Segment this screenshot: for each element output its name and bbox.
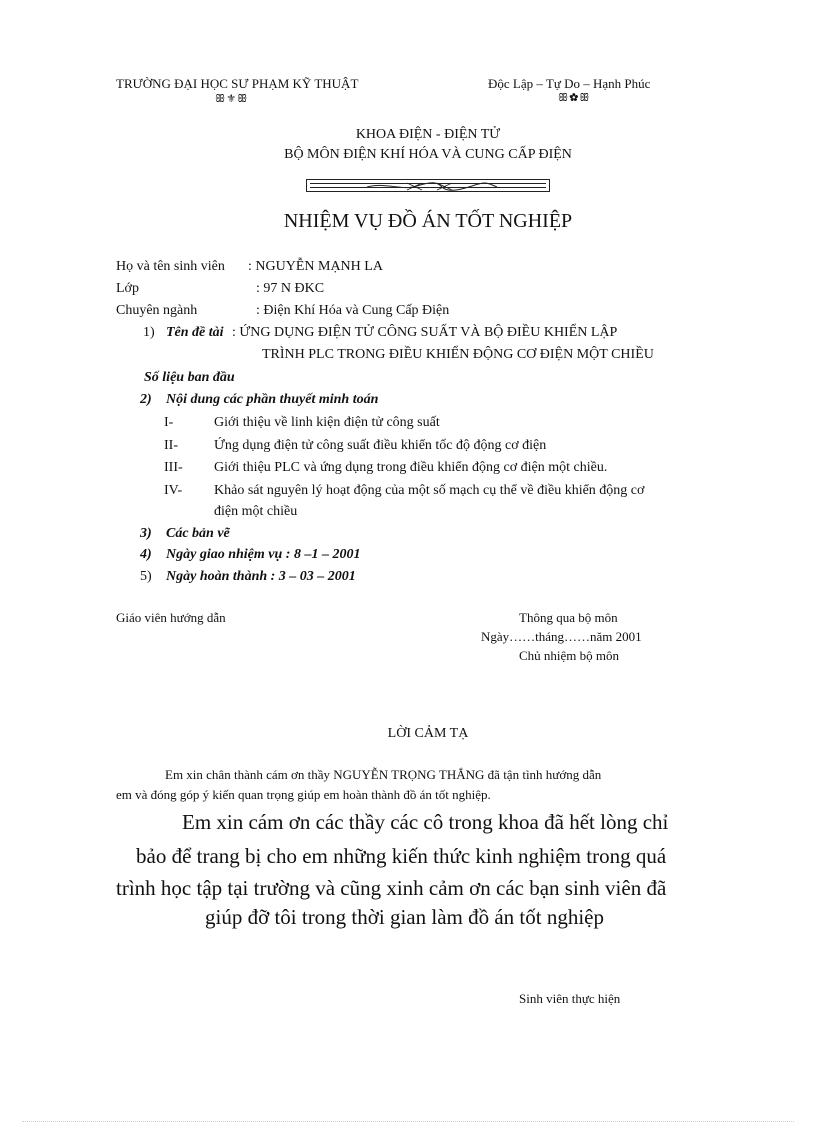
drawings-label: Các bản vẽ (166, 526, 230, 541)
decorative-divider (306, 179, 550, 192)
list-item-continuation: điện một chiều (214, 504, 298, 519)
list-item-number: II- (164, 438, 178, 453)
complete-date-number: 5) (140, 569, 152, 584)
name-label: Họ và tên sinh viên (116, 259, 225, 274)
major-label: Chuyên ngành (116, 303, 198, 318)
thanks-paragraph-1-line-1: Em xin chân thành cám ơn thầy NGUYỄN TRỌNG THẮNG đã tận tình hướng dẫn (165, 767, 602, 782)
thanks-title: LỜI CẢM TẠ (387, 726, 469, 741)
advisor-label: Giáo viên hướng dẫn (116, 610, 226, 625)
school-name: TRƯỜNG ĐẠI HỌC SƯ PHẠM KỸ THUẬT (116, 76, 359, 91)
assign-date: Ngày giao nhiệm vụ : 8 –1 – 2001 (166, 547, 361, 562)
assign-date-number: 4) (140, 547, 152, 562)
class-value: : 97 N ĐKC (256, 281, 325, 296)
name-value: : NGUYỄN MẠNH LA (248, 259, 383, 274)
initial-data-label: Số liệu ban đầu (144, 370, 235, 385)
drawings-number: 3) (140, 526, 152, 541)
head-label: Chủ nhiệm bộ môn (519, 648, 620, 663)
date-line: Ngày……tháng……năm 2001 (481, 629, 642, 644)
faculty-name: KHOA ĐIỆN - ĐIỆN TỬ (355, 127, 501, 142)
list-item: Ứng dụng điện tử công suất điều khiển tốc độ động cơ điện (214, 438, 547, 453)
topic-number: 1) (143, 325, 155, 340)
list-item: Giới thiệu PLC và ứng dụng trong điều khiển động cơ điện một chiều. (214, 460, 608, 475)
content-label: Nội dung các phần thuyết minh toán (166, 392, 379, 407)
page-bottom-border (22, 1121, 794, 1122)
national-motto: Độc Lập – Tự Do – Hạnh Phúc (488, 76, 651, 91)
signer-label: Sinh viên thực hiện (519, 991, 621, 1006)
thanks-paragraph-1-line-2: em và đóng góp ý kiến quan trọng giúp em hoàn thành đồ án tốt nghiệp. (116, 787, 491, 802)
thanks-paragraph-2-line: Em xin cám ơn các thầy các cô trong khoa đã hết lòng chỉ (182, 810, 669, 834)
class-label: Lớp (116, 281, 139, 296)
thanks-paragraph-2-line: trình học tập tại trường và cũng xinh cảm ơn các bạn sinh viên đã (116, 876, 667, 900)
list-item: Giới thiệu về linh kiện điện tử công suất (214, 415, 440, 430)
list-item-number: IV- (164, 483, 183, 498)
list-item-number: III- (164, 460, 183, 475)
topic-line-1: : ỨNG DỤNG ĐIỆN TỬ CÔNG SUẤT VÀ BỘ ĐIỀU KHIỂN LẬP (232, 325, 618, 340)
approval-label: Thông qua bộ môn (519, 610, 618, 625)
left-ornament-icon: ꕥ⚜ꕥ (215, 93, 249, 105)
flourish-icon (307, 180, 551, 193)
major-value: : Điện Khí Hóa và Cung Cấp Điện (256, 303, 450, 318)
page-title: NHIỆM VỤ ĐỒ ÁN TỐT NGHIỆP (283, 210, 573, 232)
thanks-paragraph-2-line: bảo để trang bị cho em những kiến thức kinh nghiệm trong quá (136, 844, 667, 868)
topic-label: Tên đề tài (166, 325, 224, 340)
topic-line-2: TRÌNH PLC TRONG ĐIỀU KHIỂN ĐỘNG CƠ ĐIỆN MỘT CHIỀU (262, 347, 654, 362)
complete-date: Ngày hoàn thành : 3 – 03 – 2001 (166, 569, 356, 584)
right-ornament-icon: ꕥ✿ꕥ (558, 92, 591, 104)
list-item-number: I- (164, 415, 174, 430)
thanks-paragraph-2-line: giúp đỡ tôi trong thời gian làm đồ án tốt nghiệp (205, 905, 604, 929)
department-name: BỘ MÔN ĐIỆN KHÍ HÓA VÀ CUNG CẤP ĐIỆN (284, 147, 572, 162)
content-number: 2) (140, 392, 152, 407)
list-item: Khảo sát nguyên lý hoạt động của một số mạch cụ thể về điều khiển động cơ (214, 483, 645, 498)
